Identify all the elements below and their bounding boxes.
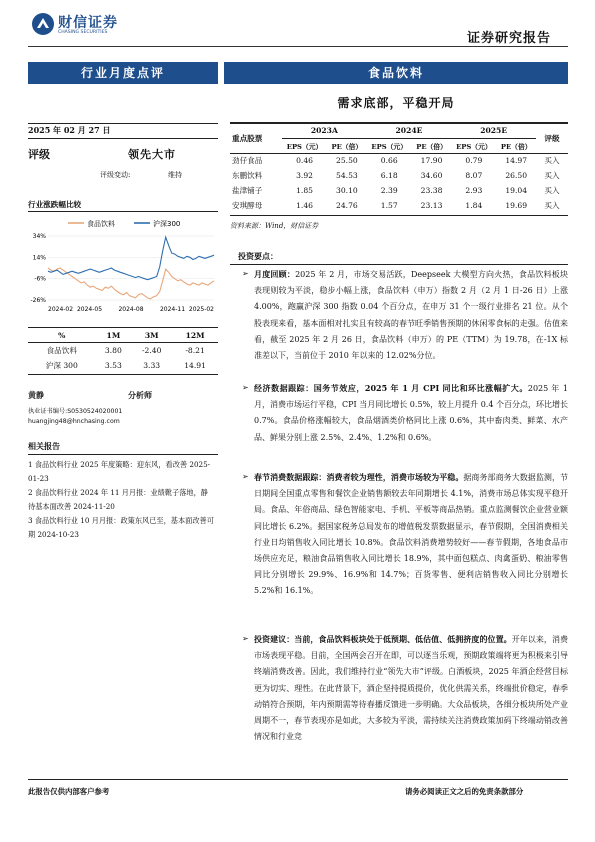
table-cell: 3.33 <box>143 360 161 370</box>
table-cell: -8.21 <box>185 345 205 355</box>
table-cell: 3.92 <box>296 171 314 180</box>
perf-header-cell: % <box>58 330 66 340</box>
point-3-text: 据商务部商务大数据监测，节日期间全国重点零售和餐饮企业销售额较去年同期增长 4.1%，消费市场总体实现平稳开局。食品、年俗商品、绿色智能家电、手机、平板等商品热销。重点监测餐饮企业营业额同比增长 6.2%。据国家税务总局发布的增值税发票数据显示，春节假期，全国消费相关行业日均销售收入同比增长 10.8%。食品饮料消费增势较好——春节假期，各地食品市场供应充足，粮油食品销售收入同比增长 18.9%，其中面包糕点、肉禽蛋奶、粮油零售同比分别增长 29.9%、16.9%和 14.7%；百货零售、便利店销售收入同比分别增长 5.2%和 16.1%。 <box>254 473 569 596</box>
rating-label: 评级 <box>28 148 50 161</box>
table-cell: 安琪酵母 <box>232 201 263 210</box>
table-cell: 14.97 <box>505 156 528 166</box>
bullet-icon: ➢ <box>242 472 249 481</box>
point-spring-festival <box>242 469 569 600</box>
y-tick-label: 34% <box>32 233 46 240</box>
y-tick-label: -26% <box>30 297 46 304</box>
perf-header-cell: 1M <box>106 330 121 340</box>
point-economic-data <box>242 380 568 446</box>
table-cell: 1.85 <box>296 186 314 195</box>
related-reports-list <box>28 458 214 542</box>
points-title: 投资要点： <box>238 251 278 261</box>
analyst-license: 执业证书编号:S0530524020001 <box>28 408 123 415</box>
stocks-subheader: EPS（元） <box>286 142 323 151</box>
table-row <box>230 183 568 198</box>
table-cell: -2.40 <box>141 345 162 355</box>
report-type: 证券研究报告 <box>467 31 552 46</box>
report-date: 2025 年 02 月 27 日 <box>28 125 111 135</box>
date-rule-top <box>28 123 218 124</box>
legend-label: 沪深300 <box>153 220 181 228</box>
table-cell: 买入 <box>544 186 560 195</box>
point-4-head: 投资建议：当前，食品饮料板块处于低预期、低估值、低拥挤度的位置。 <box>254 634 512 644</box>
list-item[interactable]: 2 食品饮料行业 2024 年 11 月月报：业绩靴子落地，静待基本面改善 2024-11-20 <box>28 488 208 511</box>
series-line <box>48 237 214 280</box>
legend-label: 食品饮料 <box>87 220 115 228</box>
analyst-email[interactable]: huangjing48@hnchasing.com <box>28 418 120 425</box>
stocks-subheader: PE（倍） <box>500 142 532 151</box>
table-row <box>230 198 568 213</box>
bullet-icon: ➢ <box>242 383 249 392</box>
perf-header-cell: 12M <box>185 330 205 340</box>
stocks-subheader: EPS（元） <box>456 142 492 151</box>
report-title: 需求底部，平稳开局 <box>337 96 455 110</box>
rating-value: 领先大市 <box>128 148 176 161</box>
stocks-header-rating: 评级 <box>544 133 560 143</box>
table-cell: 24.76 <box>336 201 358 210</box>
table-cell: 23.13 <box>420 201 443 210</box>
footer-right: 请务必阅读正文之后的免责条款部分 <box>405 787 524 796</box>
table-cell: 食品饮料 <box>46 345 77 355</box>
industry-bar: 食品饮料 <box>224 62 568 84</box>
table-row <box>230 153 568 168</box>
table-row <box>28 358 218 373</box>
header-rule <box>28 46 568 47</box>
analyst-role: 分析师 <box>128 390 152 400</box>
point-2-head: 经济数据跟踪：国务节效应，2025 年 1 月 CPI 同比和环比涨幅扩大。 <box>254 383 528 393</box>
year-2024e: 2024E <box>367 123 452 138</box>
rating-change-value: 维持 <box>168 171 182 179</box>
stocks-subheader: PE（倍） <box>416 142 447 151</box>
table-cell: 买入 <box>544 201 560 210</box>
year-2025e: 2025E <box>451 123 536 138</box>
table-cell: 54.53 <box>336 171 358 180</box>
performance-chart <box>28 214 218 314</box>
table-cell: 3.80 <box>104 345 122 355</box>
table-cell: 3.53 <box>104 360 122 370</box>
brand-logo <box>32 13 54 35</box>
table-cell: 0.66 <box>380 156 398 166</box>
table-row <box>230 168 568 183</box>
table-cell: 19.04 <box>505 186 528 195</box>
table-cell: 0.79 <box>465 156 483 166</box>
brand-en: CHASING SECURITIES <box>58 30 108 35</box>
analyst-name: 黄静 <box>28 390 44 400</box>
table-cell: 2.93 <box>465 186 483 195</box>
table-cell: 1.84 <box>465 201 483 210</box>
table-cell: 17.90 <box>420 156 443 166</box>
point-2-text: 2025 年 1 月，消费市场运行平稳，CPI 当月同比增长 0.5%，较上月提升 0.4 个百分点，环比增长 0.7%。食品价格涨幅较大，食品烟酒类价格同比上涨 0.6%，其中畜肉类、鲜菜、水产品、鲜果分别上涨 2.5%、2.4%、1.2%和 0.6%。 <box>254 384 568 442</box>
x-tick-label: 2024-05 <box>76 306 103 313</box>
table-cell: 34.60 <box>420 171 443 180</box>
point-4-text: 开年以来，消费市场表现平稳。目前，全国两会召开在即，可以逐当乐观，预期政策端将更为积极来引导终端消费改善。因此，我们维持行业“领先大市”评级。白酒板块，2025 年酒企经营目标更为切实、理性。在此背景下，酒企坚持提质提价，优化供需关系，终端批价稳定，春季动销符合预期，年内预期需等待春播反馈进一步明确。大众品板块，各细分板块所处产业周期不一，春节表现亦是如此，大多较为平淡，需持续关注消费政策加码下终端动销改善情况和行业竞 <box>254 635 569 742</box>
point-1-text: 2025 年 2 月，市场交易活跃，Deepseek 大模型方向火热，食品饮料板块表现则较为平淡，稳步小幅上涨，食品饮料（申万）指数 2 月（2 月 1 日-26 日）上涨 4.00%，跑赢沪深 300 指数 0.04 个百分点，在申万 31 个一级行业排名 21 位。从个股表现来看，基本面相对扎实且有较高的春节旺季销售预期的休闲零食标的走强。估值来看，截至 2025 年 2 月 26 日，食品饮料（申万）的 PE（TTM）为 19.78，在-1X 标准差以下，当前位于 2010 年以来的 12.02%分位。 <box>254 270 569 361</box>
stocks-subheader: EPS（元） <box>371 142 408 151</box>
table-cell: 2.39 <box>380 186 398 195</box>
table-cell: 1.46 <box>296 201 314 210</box>
point-3-head: 春节消费数据跟踪：消费者较为理性，消费市场较为平稳。 <box>254 472 464 482</box>
table-cell: 1.57 <box>380 201 398 210</box>
point-investment-advice <box>242 631 569 769</box>
table-cell: 14.91 <box>184 360 206 370</box>
list-item[interactable]: 1 食品饮料行业 2025 年度策略：迎东风，看改善 2025-01-23 <box>28 460 211 483</box>
table-cell: 6.18 <box>380 171 398 180</box>
stocks-bottom-rule <box>230 215 568 216</box>
table-cell: 19.69 <box>505 201 528 210</box>
table-cell: 劲仔食品 <box>232 156 263 166</box>
table-cell: 盐津铺子 <box>232 186 263 195</box>
related-title: 相关报告 <box>28 441 60 451</box>
table-cell: 25.50 <box>336 156 358 166</box>
perf-table-bottom-rule <box>28 374 218 375</box>
stocks-header-stock: 重点股票 <box>232 133 263 143</box>
y-tick-label: -6% <box>34 275 46 283</box>
x-tick-label: 2024-08 <box>118 306 144 313</box>
bullet-icon: ➢ <box>242 269 249 278</box>
y-tick-label: 14% <box>32 254 46 262</box>
perf-rule <box>28 211 218 212</box>
rating-change-label: 评级变动: <box>100 171 131 179</box>
perf-header-cell: 3M <box>144 330 159 340</box>
series-line <box>48 268 214 299</box>
date-rule-bottom <box>28 138 218 139</box>
table-cell: 8.07 <box>465 171 483 180</box>
table-cell: 沪深 300 <box>45 360 78 370</box>
year-2023a: 2023A <box>282 123 367 138</box>
footer-rule <box>28 779 568 780</box>
perf-section-title: 行业涨跌幅比较 <box>28 200 82 209</box>
stocks-source: 资料来源：Wind，财信证券 <box>230 222 319 230</box>
key-stocks-table <box>230 122 568 213</box>
x-tick-label: 2025-02 <box>188 306 214 313</box>
point-monthly-review <box>242 266 569 364</box>
category-bar: 行业月度点评 <box>28 62 218 84</box>
table-cell: 23.38 <box>420 186 443 195</box>
brand-name: 财信证券 <box>58 15 118 31</box>
bullet-icon: ➢ <box>242 634 249 643</box>
x-tick-label: 2024-11 <box>159 306 186 313</box>
footer-left: 此报告仅供内部客户参考 <box>28 787 110 796</box>
table-cell: 东鹏饮料 <box>232 171 263 180</box>
list-item[interactable]: 3 食品饮料行业 10 月月报：政策东风已至，基本面改善可期 2024-10-23 <box>28 516 214 539</box>
stocks-subheader: PE（倍） <box>331 142 363 151</box>
x-tick-label: 2024-02 <box>48 306 74 313</box>
point-1-head: 月度回顾： <box>254 269 296 279</box>
related-rule <box>28 454 218 455</box>
performance-table <box>28 327 218 373</box>
table-cell: 26.50 <box>505 171 528 180</box>
table-cell: 买入 <box>544 171 560 180</box>
table-cell: 买入 <box>544 156 560 166</box>
table-cell: 0.46 <box>296 156 314 166</box>
table-row <box>28 343 218 358</box>
table-cell: 30.10 <box>336 186 358 195</box>
points-rule <box>230 264 568 265</box>
